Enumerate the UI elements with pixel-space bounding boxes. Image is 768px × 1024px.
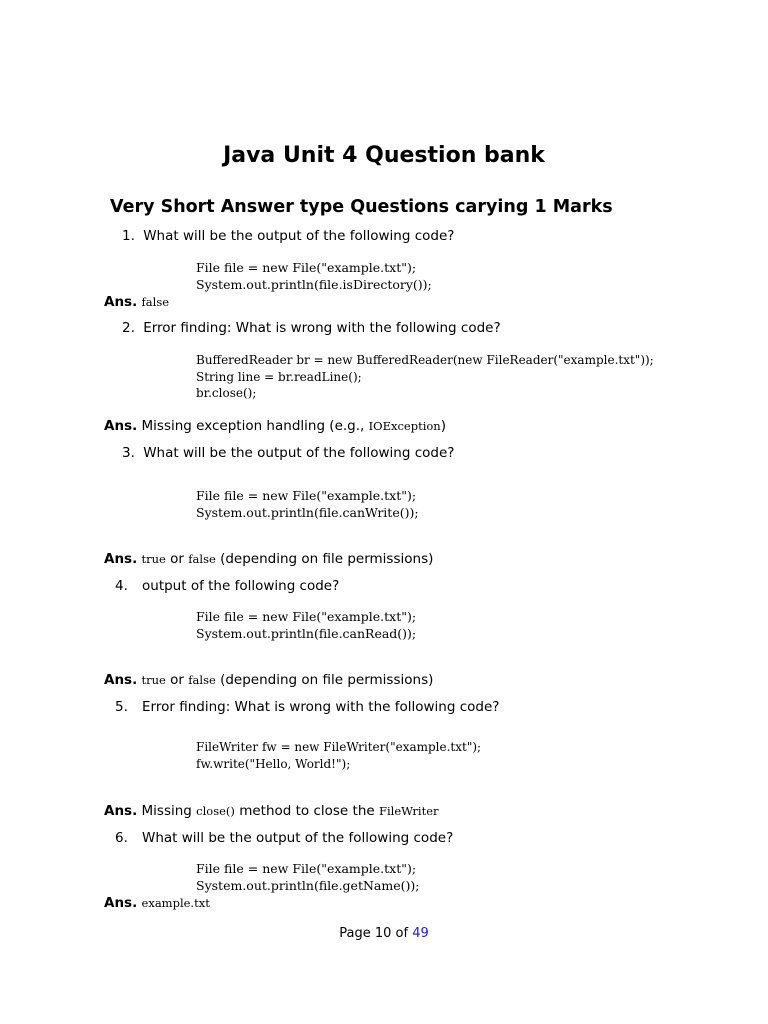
code-block-6 bbox=[196, 860, 419, 894]
code-line: BufferedReader br = new BufferedReader(new FileReader("example.txt")); bbox=[196, 353, 654, 367]
question-text: Error finding: What is wrong with the following code? bbox=[143, 320, 501, 336]
code-line: FileWriter fw = new FileWriter("example.txt"); bbox=[196, 740, 482, 754]
code-block-4 bbox=[196, 608, 416, 642]
answer-code: true bbox=[141, 673, 166, 687]
answer-text: or bbox=[165, 551, 189, 567]
code-line: String line = br.readLine(); bbox=[196, 369, 362, 384]
question-number: 3. bbox=[122, 445, 135, 461]
answer-code: FileWriter bbox=[378, 804, 439, 818]
answer-label: Ans. bbox=[104, 551, 138, 567]
code-line: File file = new File("example.txt"); bbox=[196, 260, 417, 275]
question-2 bbox=[122, 320, 501, 336]
question-number: 1. bbox=[122, 228, 135, 244]
answer-2 bbox=[104, 418, 446, 434]
answer-text: (depending on file permissions) bbox=[215, 551, 434, 567]
code-line: System.out.println(file.canWrite()); bbox=[196, 505, 419, 520]
answer-label: Ans. bbox=[104, 418, 138, 434]
question-text: What will be the output of the following code? bbox=[143, 228, 455, 244]
answer-label: Ans. bbox=[104, 803, 138, 819]
answer-code: true bbox=[141, 552, 166, 566]
question-number: 5. bbox=[115, 699, 128, 715]
code-line: fw.write("Hello, World!"); bbox=[196, 756, 351, 771]
code-block-3 bbox=[196, 487, 419, 521]
answer-3 bbox=[104, 551, 433, 567]
page-title: Java Unit 4 Question bank bbox=[223, 143, 545, 168]
answer-text: Missing bbox=[141, 803, 197, 819]
answer-text: Missing exception handling (e.g., bbox=[141, 418, 369, 434]
code-line: File file = new File("example.txt"); bbox=[196, 609, 417, 624]
question-6 bbox=[115, 830, 454, 846]
code-line: br.close(); bbox=[196, 386, 257, 400]
question-3 bbox=[122, 445, 454, 461]
question-5 bbox=[115, 699, 500, 715]
question-text: What will be the output of the following code? bbox=[142, 830, 454, 846]
answer-text: or bbox=[165, 672, 189, 688]
code-line: File file = new File("example.txt"); bbox=[196, 488, 417, 503]
question-text: Error finding: What is wrong with the following code? bbox=[142, 699, 500, 715]
answer-code: false bbox=[188, 552, 216, 566]
answer-4 bbox=[104, 672, 433, 688]
code-line: System.out.println(file.getName()); bbox=[196, 878, 420, 893]
answer-code: close() bbox=[196, 804, 235, 818]
answer-code: IOException bbox=[368, 419, 441, 433]
answer-6 bbox=[104, 895, 210, 911]
code-block-1 bbox=[196, 259, 432, 293]
answer-text: (depending on file permissions) bbox=[215, 672, 434, 688]
code-block-5 bbox=[196, 739, 481, 772]
total-pages-link[interactable]: 49 bbox=[412, 926, 429, 941]
question-text: What will be the output of the following code? bbox=[143, 445, 455, 461]
code-block-2 bbox=[196, 352, 654, 402]
code-line: File file = new File("example.txt"); bbox=[196, 861, 417, 876]
question-number: 6. bbox=[115, 830, 128, 846]
answer-1 bbox=[104, 294, 169, 310]
question-number: 4. bbox=[115, 578, 128, 594]
code-line: System.out.println(file.canRead()); bbox=[196, 626, 417, 641]
question-1 bbox=[122, 228, 454, 244]
answer-label: Ans. bbox=[104, 672, 138, 688]
answer-label: Ans. bbox=[104, 294, 138, 310]
answer-code: false bbox=[188, 673, 216, 687]
code-line: System.out.println(file.isDirectory()); bbox=[196, 277, 432, 292]
question-4 bbox=[115, 578, 340, 594]
question-number: 2. bbox=[122, 320, 135, 336]
section-heading: Very Short Answer type Questions carying 1 Marks bbox=[110, 197, 613, 217]
page-label: Page 10 of bbox=[339, 926, 413, 941]
answer-code: example.txt bbox=[141, 896, 210, 910]
answer-label: Ans. bbox=[104, 895, 138, 911]
page-footer bbox=[0, 926, 768, 941]
answer-5 bbox=[104, 803, 439, 819]
answer-text: method to close the bbox=[234, 803, 379, 819]
question-text: output of the following code? bbox=[142, 578, 340, 594]
answer-code: false bbox=[141, 295, 170, 309]
answer-text: ) bbox=[440, 418, 446, 434]
